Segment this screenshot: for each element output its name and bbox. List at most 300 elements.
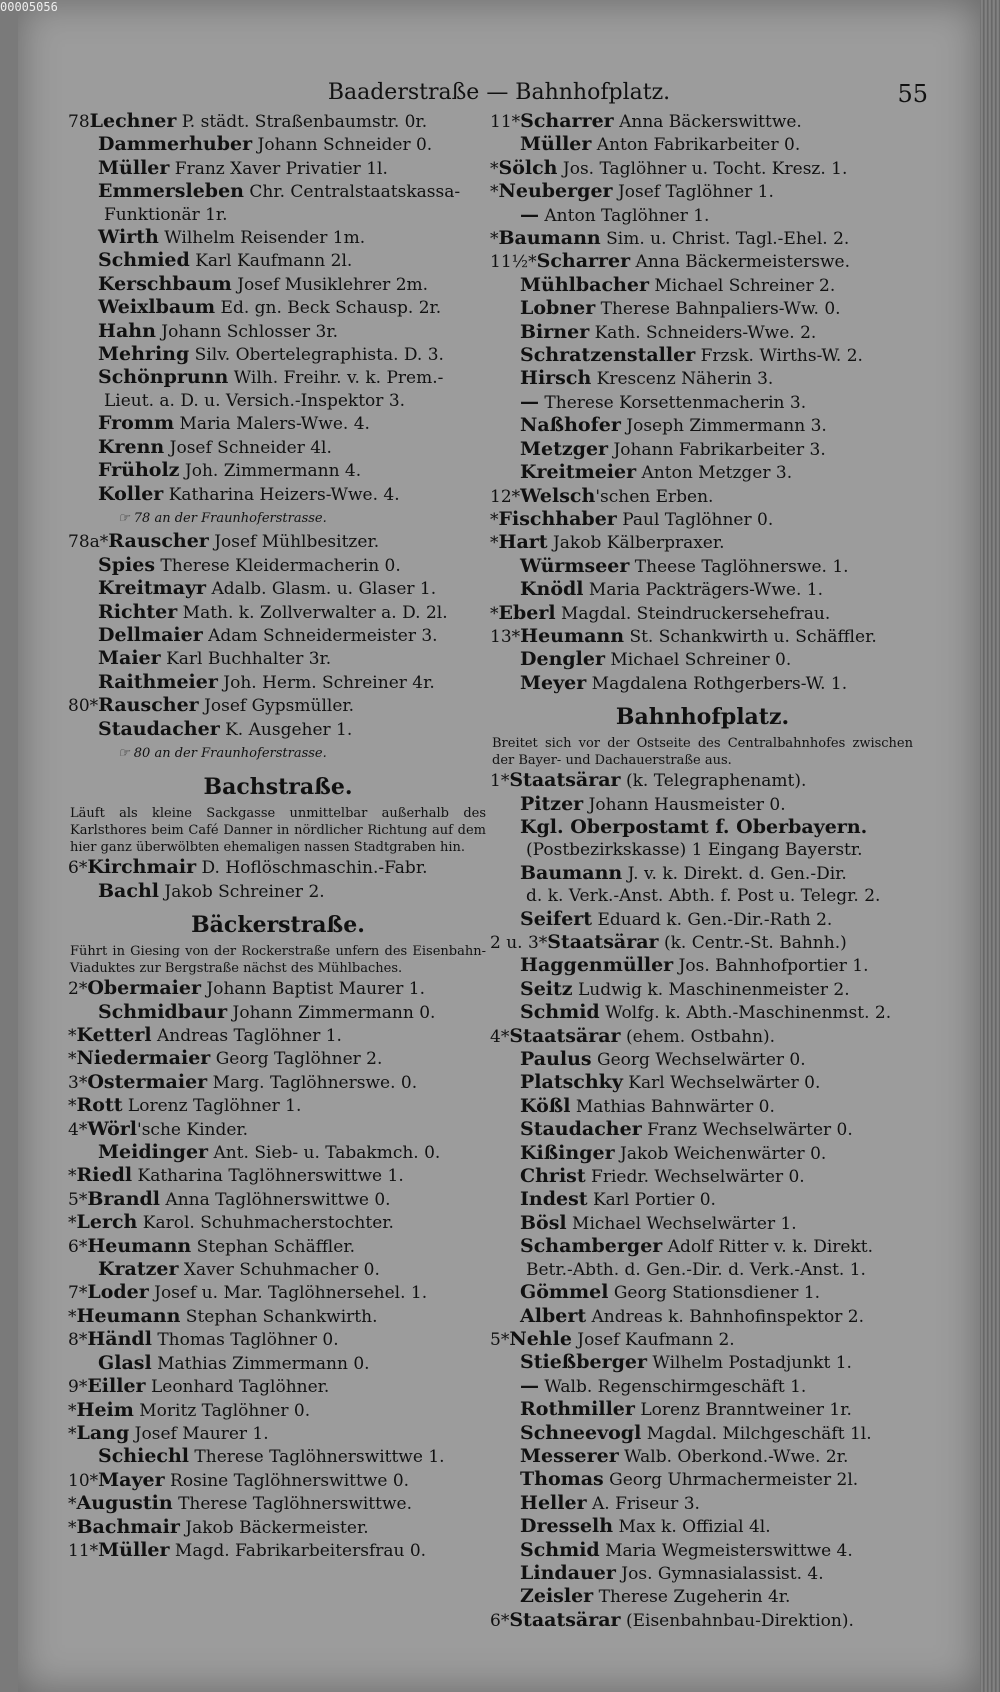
resident-name: Schmied [98,249,190,272]
directory-entry [490,274,915,297]
resident-name: Sölch [498,156,558,179]
directory-entry [490,1375,915,1398]
resident-name: Krenn [98,435,165,458]
resident-details: Kath. Schneiders-Wwe. 2. [589,322,817,343]
resident-details: Adalb. Glasm. u. Glaser 1. [206,579,437,600]
resident-name: Ostermaier [87,1070,208,1093]
resident-details: Lorenz Taglöhner 1. [122,1096,302,1117]
resident-details: Leonhard Taglöhner. [145,1377,330,1398]
resident-name: Schratzenstaller [520,344,696,367]
directory-entry [490,438,915,461]
entry-continuation: Lieut. a. D. u. Versich.-Inspektor 3. [104,390,406,411]
resident-name: Niedermaier [76,1047,211,1070]
directory-entry [68,1352,488,1375]
directory-entry [68,249,488,272]
directory-entry [68,1001,488,1024]
resident-details: Wolfg. k. Abth.-Maschinenmst. 2. [599,1003,892,1024]
directory-entry [68,647,488,670]
resident-name: Meidinger [98,1141,209,1164]
resident-details: Michael Schreiner 0. [604,650,792,671]
directory-entry [490,1001,915,1024]
directory-entry [68,459,488,482]
resident-name: Staatsärar [509,1024,621,1047]
directory-entry [490,978,915,1001]
directory-entry [490,816,915,839]
resident-details: Paul Taglöhner 0. [616,509,774,530]
directory-entry [490,461,915,484]
house-number: 2* [68,979,88,1000]
directory-entry [68,554,488,577]
directory-entry [490,602,915,625]
directory-entry [68,273,488,296]
resident-name: Glasl [98,1351,152,1374]
house-number: 78 [68,112,90,132]
resident-details: Wilh. Freihr. v. k. Prem.- [228,368,444,389]
resident-details: Jakob Schreiner 2. [158,881,325,902]
cross-reference [68,741,488,765]
resident-name: Eiller [87,1375,146,1398]
entry-continuation: d. k. Verk.-Anst. Abth. f. Post u. Telegr. 2. [526,886,881,907]
resident-details: 'sche Kinder. [137,1119,249,1140]
resident-details: Wilhelm Reisender 1m. [158,228,366,249]
directory-entry [490,1539,915,1562]
resident-name: — [520,390,539,413]
resident-name: Dammerhuber [98,133,253,156]
house-number: * [490,533,499,554]
resident-details: Jakob Weichenwärter 0. [614,1143,827,1164]
resident-details: Anna Bäckermeisterswe. [630,252,851,273]
directory-entry [68,320,488,343]
resident-name: Staatsärar [509,769,621,792]
resident-details: Katharina Taglöhnerswittwe 1. [132,1166,404,1187]
resident-details: Karol. Schuhmacherstochter. [137,1213,394,1234]
resident-details: St. Schankwirth u. Schäffler. [624,626,877,647]
resident-details: Frzsk. Wirths-W. 2. [695,346,863,367]
resident-name: Dengler [520,648,605,671]
resident-name: Mühlbacher [520,273,649,296]
directory-entry [490,1281,915,1304]
resident-name: Neuberger [498,180,613,203]
resident-details: Georg Uhrmachermeister 2l. [603,1470,859,1491]
resident-details: Josef Taglöhner 1. [612,182,774,203]
directory-entry [490,1165,915,1188]
resident-details: Anton Taglöhner 1. [539,205,710,226]
resident-details: Therese Kleidermacherin 0. [155,555,401,576]
directory-entry [68,1118,488,1141]
directory-entry [490,133,915,156]
resident-details: Adolf Ritter v. k. Direkt. [662,1237,874,1258]
page-stack-edge [980,0,1000,1692]
directory-entry [490,908,915,931]
resident-name: Lechner [89,110,177,132]
resident-name: Gömmel [520,1281,609,1304]
resident-details: Jos. Bahnhofportier 1. [673,956,869,977]
resident-details: Ed. gn. Beck Schausp. 2r. [215,298,442,319]
directory-entry [490,578,915,601]
directory-entry [68,1516,488,1539]
house-number: * [68,1049,77,1070]
resident-details: Franz Wechselwärter 0. [641,1120,853,1141]
house-number: * [490,182,499,203]
resident-name: Heumann [87,1234,192,1257]
archive-stamp: 00005056 [0,0,58,14]
directory-entry [68,1399,488,1422]
resident-name: Früholz [98,459,180,482]
resident-name: Baumann [498,227,601,250]
directory-entry [490,321,915,344]
resident-name: Platschky [520,1071,623,1094]
resident-name: Welsch [520,484,596,507]
resident-details: Joh. Herm. Schreiner 4r. [217,672,435,693]
resident-details: Mathias Zimmermann 0. [151,1353,370,1374]
directory-entry [490,1492,915,1515]
directory-entry [68,856,488,879]
resident-name: Schmid [520,1001,600,1024]
directory-entry [68,1024,488,1047]
directory-entry [490,1515,915,1538]
resident-name: Rauscher [108,530,209,553]
resident-details: Therese Zugeherin 4r. [593,1587,791,1608]
resident-details: Sim. u. Christ. Tagl.-Ehel. 2. [600,229,850,250]
directory-entry [68,577,488,600]
directory-entry [490,1095,915,1118]
resident-details: Georg Stationsdiener 1. [608,1283,821,1304]
resident-name: Augustin [76,1492,173,1515]
directory-entry [490,531,915,554]
directory-entry [490,1351,915,1374]
resident-details: Therese Taglöhnerswittwe 1. [189,1447,445,1468]
resident-details: Lorenz Branntweiner 1r. [634,1400,852,1421]
resident-details: Mathias Bahnwärter 0. [570,1096,775,1117]
directory-entry [490,1609,915,1632]
resident-name: Meyer [520,671,587,694]
directory-entry [490,931,915,954]
resident-details: Katharina Heizers-Wwe. 4. [163,484,400,505]
directory-entry [490,1025,915,1048]
directory-entry [490,954,915,977]
directory-entry [490,1398,915,1421]
directory-entry [68,1188,488,1211]
resident-name: Hahn [98,319,156,342]
directory-entry [490,862,915,885]
resident-details: Michael Wechselwärter 1. [566,1213,797,1234]
street-description: Läuft als kleine Sackgasse unmittelbar außerhalb des Karlsthores beim Café Danner in nördlicher Richtung auf dem hier ganz überwölbten ehemaligen nassen Stadtgraben hin. [70,806,486,856]
resident-name: Lindauer [520,1561,616,1584]
directory-entry [68,483,488,506]
house-number: 5* [68,1189,88,1210]
resident-name: Kgl. Oberpostamt f. Oberbayern. [520,815,868,838]
left-column [68,110,488,1562]
house-number: * [68,1423,77,1444]
resident-details: Magdalena Rothgerbers-W. 1. [586,673,848,694]
resident-details: Rosine Taglöhnerswittwe 0. [164,1470,410,1491]
resident-name: Rothmiller [520,1398,635,1421]
street-heading: Bäckerstraße. [191,912,365,939]
resident-name: Hart [498,531,548,554]
directory-entry [490,555,915,578]
directory-entry [490,485,915,508]
resident-name: Seitz [520,977,573,1000]
directory-entry [68,1047,488,1070]
directory-entry [490,1212,915,1235]
resident-details: Stephan Schäffler. [191,1236,355,1257]
house-number: * [68,1494,77,1515]
resident-name: Mayer [98,1468,165,1491]
resident-details: Stephan Schankwirth. [180,1306,378,1327]
street-heading: Bahnhofplatz. [615,704,790,731]
resident-details: Ludwig k. Maschinenmeister 2. [572,979,850,1000]
house-number: 78a* [68,532,109,553]
resident-name: Dresselh [520,1515,614,1538]
directory-entry [490,1328,915,1351]
resident-details: Josef Mühlbesitzer. [208,532,380,553]
resident-name: Müller [520,133,592,156]
directory-entry [68,671,488,694]
house-number: * [68,1400,77,1421]
directory-entry [68,343,488,366]
resident-name: Emmersleben [98,180,244,203]
resident-name: Loder [87,1281,149,1304]
directory-entry [490,157,915,180]
resident-name: Heller [520,1491,587,1514]
resident-details: Josef Maurer 1. [129,1423,269,1444]
resident-details: Georg Taglöhner 2. [210,1049,383,1070]
directory-entry [68,1094,488,1117]
resident-name: Kreitmayr [98,577,207,600]
resident-details: J. v. k. Direkt. d. Gen.-Dir. [622,863,847,884]
directory-entry [490,1188,915,1211]
directory-entry [490,344,915,367]
house-number: 4* [490,1026,510,1047]
resident-name: Staudacher [98,717,220,740]
directory-entry [68,1258,488,1281]
directory-entry [490,769,915,792]
street-heading: Bachstraße. [203,774,353,801]
resident-details: Silv. Obertelegraphista. D. 3. [189,345,444,366]
resident-name: Schneevogl [520,1421,642,1444]
resident-details: Johann Baptist Maurer 1. [201,979,426,1000]
resident-name: Wörl [87,1117,138,1140]
directory-entry [68,1164,488,1187]
resident-name: Stießberger [520,1351,648,1374]
directory-entry [68,1422,488,1445]
resident-details: Josef Kaufmann 2. [571,1329,735,1350]
resident-name: Riedl [76,1164,133,1187]
house-number: * [68,1026,77,1046]
directory-entry [68,436,488,459]
resident-name: Händl [87,1328,152,1351]
resident-name: Nehle [509,1327,572,1350]
house-number: 8* [68,1330,88,1351]
resident-name: Schiechl [98,1445,190,1468]
house-number: * [490,158,499,179]
resident-details: K. Ausgeher 1. [219,719,353,740]
resident-name: Thomas [520,1468,604,1491]
resident-details: Therese Bahnpaliers-Ww. 0. [595,299,841,320]
directory-entry [68,718,488,741]
resident-name: Kerschbaum [98,272,232,295]
directory-entry [68,133,488,156]
directory-entry [490,1445,915,1468]
directory-entry [490,1585,915,1608]
resident-details: Maria Malers-Wwe. 4. [174,414,370,435]
right-column [490,110,915,1632]
resident-name: Zeisler [520,1585,594,1608]
directory-entry [490,1071,915,1094]
directory-entry [68,226,488,249]
resident-name: Naßhofer [520,414,621,437]
resident-details: Karl Wechselwärter 0. [622,1073,821,1094]
resident-name: Baumann [520,861,623,884]
resident-details: (Eisenbahnbau-Direktion). [620,1610,854,1631]
cross-reference [68,506,488,530]
resident-name: Heumann [520,624,625,647]
street-description: Führt in Giesing von der Rockerstraße unfern des Eisenbahn-Viaduktes zur Bergstraße nächst des Mühlbaches. [70,944,486,977]
resident-name: Bösl [520,1211,567,1234]
resident-details: (k. Telegraphenamt). [620,771,807,792]
directory-entry [68,601,488,624]
resident-name: Schamberger [520,1235,663,1258]
directory-entry [68,977,488,1000]
resident-name: Koller [98,482,164,505]
resident-details: Magd. Fabrikarbeitersfrau 0. [169,1540,427,1561]
resident-details: Maria Packträgers-Wwe. 1. [583,580,824,601]
directory-entry [68,366,488,389]
resident-name: Staudacher [520,1118,642,1141]
resident-name: Heumann [76,1304,181,1327]
directory-entry [490,414,915,437]
resident-details: P. städt. Straßenbaumstr. 0r. [176,112,428,132]
resident-details: Friedr. Wechselwärter 0. [585,1167,805,1188]
directory-entry [68,1141,488,1164]
resident-details: Jos. Taglöhner u. Tocht. Kresz. 1. [557,158,848,179]
house-number: 9* [68,1377,88,1398]
directory-entry [68,110,488,133]
resident-name: Rott [76,1094,123,1117]
resident-name: Seifert [520,907,593,930]
directory-entry [68,1305,488,1328]
house-number: 1* [490,771,510,792]
house-number: * [68,1517,77,1538]
resident-details: Joh. Zimmermann 4. [179,461,362,482]
directory-entry [490,250,915,273]
resident-name: Paulus [520,1048,592,1071]
directory-entry [68,1539,488,1562]
resident-details: Magdal. Milchgeschäft 1l. [641,1423,872,1444]
house-number: 3* [68,1072,88,1093]
directory-entry [68,1071,488,1094]
directory-entry [490,1305,915,1328]
house-number: 13* [490,626,521,647]
resident-details: Anton Metzger 3. [636,463,793,484]
directory-entry [490,1142,915,1165]
resident-name: Kreitmeier [520,461,637,484]
directory-entry [490,648,915,671]
resident-name: Kratzer [98,1258,179,1281]
resident-details: Michael Schreiner 2. [648,275,836,296]
resident-name: Maier [98,647,161,670]
resident-details: Krescenz Näherin 3. [591,369,774,390]
directory-entry [490,110,915,133]
resident-name: Weixlbaum [98,296,216,319]
cross-reference-text: ☞ 80 an der Fraunhoferstrasse. [118,745,327,761]
directory-entry [490,793,915,816]
resident-name: Heim [76,1398,134,1421]
resident-details: Joseph Zimmermann 3. [620,416,827,437]
resident-name: Kirchmair [87,856,197,879]
resident-details: Karl Buchhalter 3r. [160,649,332,670]
resident-details: Eduard k. Gen.-Dir.-Rath 2. [592,909,833,930]
page-number: 55 [897,80,928,108]
resident-name: Lerch [76,1211,138,1234]
resident-details: Anna Taglöhnerswittwe 0. [160,1189,391,1210]
resident-details: Karl Kaufmann 2l. [189,251,353,272]
directory-entry [68,880,488,903]
resident-details: Johann Zimmermann 0. [227,1002,436,1023]
resident-name: Obermaier [87,977,201,1000]
directory-entry [68,694,488,717]
directory-entry [68,1328,488,1351]
house-number: * [490,509,499,530]
directory-entry [490,672,915,695]
resident-name: Hirsch [520,367,592,390]
house-number: * [68,1096,77,1117]
directory-entry [490,227,915,250]
house-number: 7* [68,1283,88,1304]
resident-details: Anna Bäckerswittwe. [613,112,802,132]
directory-entry [68,1281,488,1304]
directory-entry [68,1492,488,1515]
house-number: 2 u. 3* [490,933,548,953]
house-number: * [68,1213,77,1234]
book-page [18,0,980,1692]
resident-details: (k. Centr.-St. Bahnh.) [658,933,847,953]
street-description: Breitet sich vor der Ostseite des Centralbahnhofes zwischen der Bayer- und Dachauerstraße aus. [492,736,913,769]
house-number: 5* [490,1329,510,1350]
resident-name: Christ [520,1165,586,1188]
resident-name: Knödl [520,578,584,601]
resident-details: Walb. Regenschirmgeschäft 1. [539,1376,807,1397]
resident-details: Thomas Taglöhner 0. [151,1330,339,1351]
resident-name: Brandl [87,1187,161,1210]
house-number: 80* [68,696,99,717]
resident-name: Rauscher [98,694,199,717]
resident-details: Xaver Schuhmacher 0. [178,1260,380,1281]
resident-details: Josef u. Mar. Taglöhnersehel. 1. [148,1283,428,1304]
resident-details: Josef Gypsmüller. [198,696,355,717]
cross-reference-text: ☞ 78 an der Fraunhoferstrasse. [118,510,327,526]
resident-name: Fromm [98,412,175,435]
resident-name: — [520,203,539,226]
resident-details: Maria Wegmeisterswittwe 4. [599,1540,853,1561]
resident-name: Ketterl [76,1024,152,1046]
resident-name: Mehring [98,343,190,366]
resident-name: Kößl [520,1094,571,1117]
resident-details: Andreas Taglöhner 1. [151,1026,342,1046]
resident-details: Johann Fabrikarbeiter 3. [608,439,826,460]
resident-name: Messerer [520,1444,619,1467]
house-number: 11* [490,112,521,132]
resident-details: Wilhelm Postadjunkt 1. [647,1353,852,1374]
entry-continuation: Funktionär 1r. [104,204,228,225]
resident-name: Indest [520,1188,588,1211]
binding-edge [0,0,18,1692]
house-number: * [68,1306,77,1327]
house-number: * [490,229,499,250]
resident-name: Schönprunn [98,366,229,389]
resident-details: Theese Taglöhnerswe. 1. [629,556,849,577]
resident-name: Bachmair [76,1515,180,1538]
